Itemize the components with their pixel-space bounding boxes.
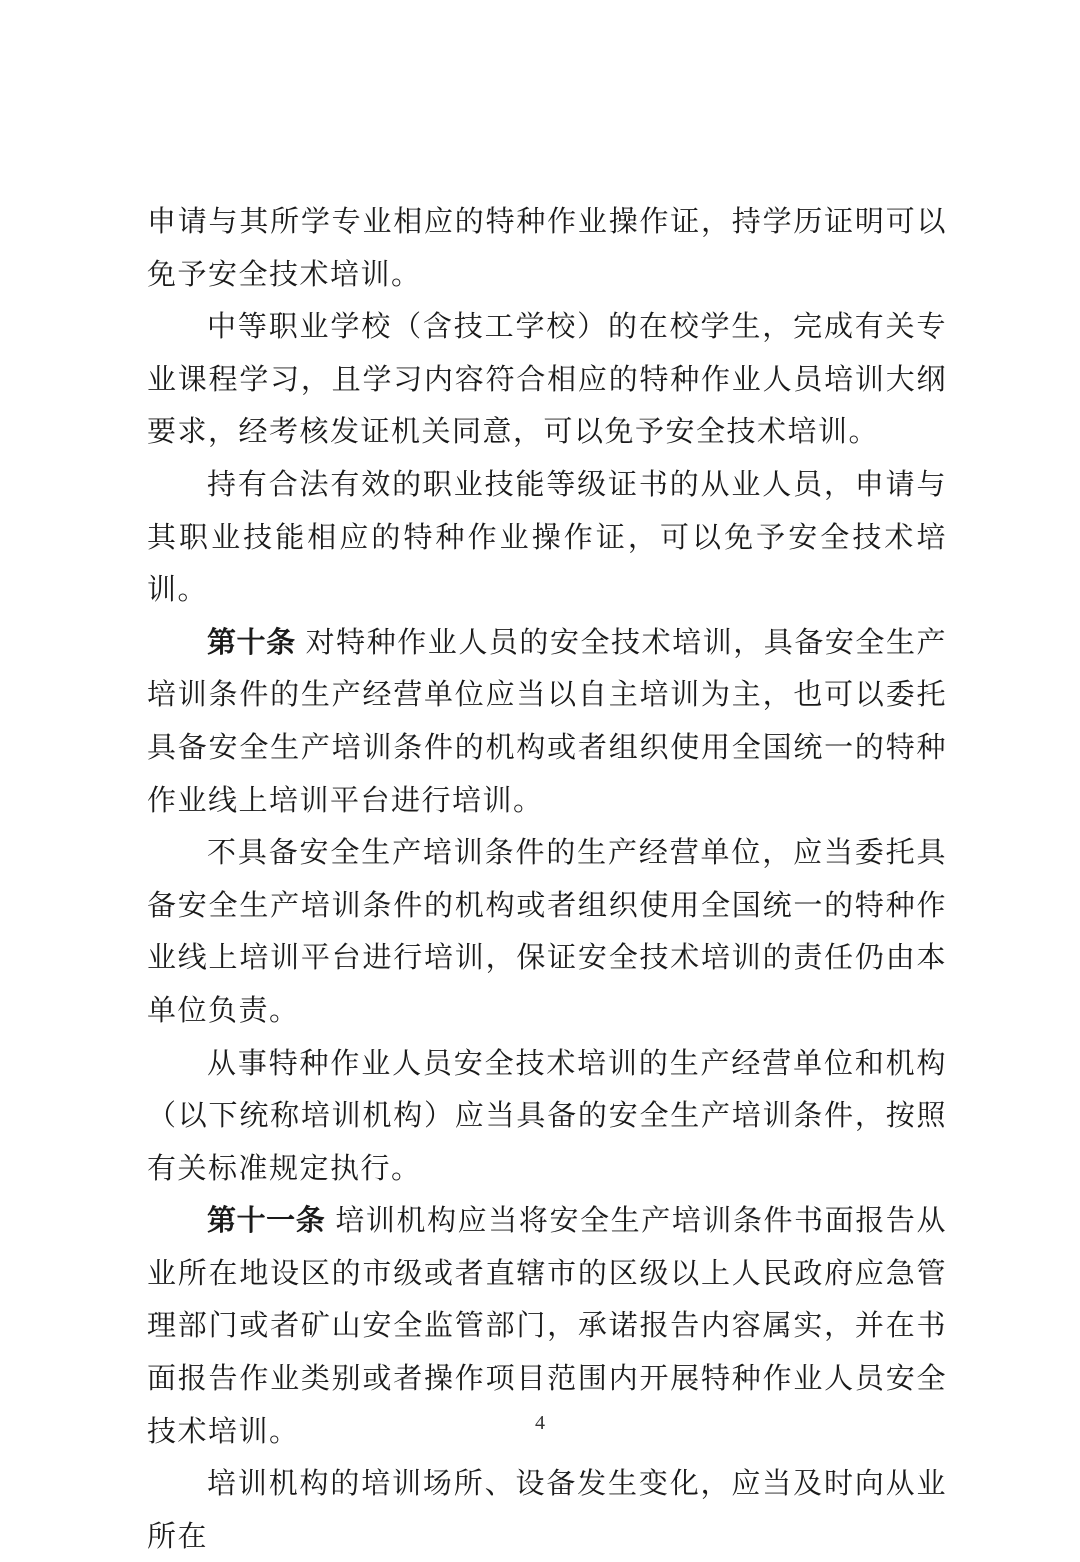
paragraph-skill-certificate [147,458,947,616]
article-text: 对特种作业人员的安全技术培训，具备安全生产培训条件的生产经营单位应当以自主培训为主，也可以委托具备安全生产培训条件的机构或者组织使用全国统一的特种作业线上培训平台进行培训。 [147,624,947,817]
paragraph-vocational-students [147,300,947,458]
article-heading: 第十条 [207,624,296,659]
page-number: 4 [535,1412,545,1434]
paragraph-text: 培训机构的培训场所、设备发生变化，应当及时向从业所在 [147,1466,947,1553]
body-text [147,195,947,1562]
article-text: 培训机构应当将安全生产培训条件书面报告从业所在地设区的市级或者直辖市的区级以上人民政府应急管理部门或者矿山安全监管部门，承诺报告内容属实，并在书面报告作业类别或者操作项目范围内开展特种作业人员安全技术培训。 [147,1203,947,1448]
article-10 [147,616,947,826]
paragraph-text: 从事特种作业人员安全技术培训的生产经营单位和机构（以下统称培训机构）应当具备的安全生产培训条件，按照有关标准规定执行。 [147,1045,947,1185]
paragraph-text: 申请与其所学专业相应的特种作业操作证，持学历证明可以免予安全技术培训。 [147,204,947,291]
paragraph-entrust-training [147,826,947,1036]
paragraph-continuation [147,195,947,300]
paragraph-facility-changes [147,1457,947,1562]
paragraph-text: 中等职业学校（含技工学校）的在校学生，完成有关专业课程学习，且学习内容符合相应的特种作业人员培训大纲要求，经考核发证机关同意，可以免予安全技术培训。 [147,309,947,449]
article-heading: 第十一条 [207,1203,326,1238]
paragraph-training-conditions [147,1037,947,1195]
paragraph-text: 持有合法有效的职业技能等级证书的从业人员，申请与其职业技能相应的特种作业操作证，可以免予安全技术培训。 [147,466,947,607]
paragraph-text: 不具备安全生产培训条件的生产经营单位，应当委托具备安全生产培训条件的机构或者组织使用全国统一的特种作业线上培训平台进行培训，保证安全技术培训的责任仍由本单位负责。 [147,835,947,1027]
